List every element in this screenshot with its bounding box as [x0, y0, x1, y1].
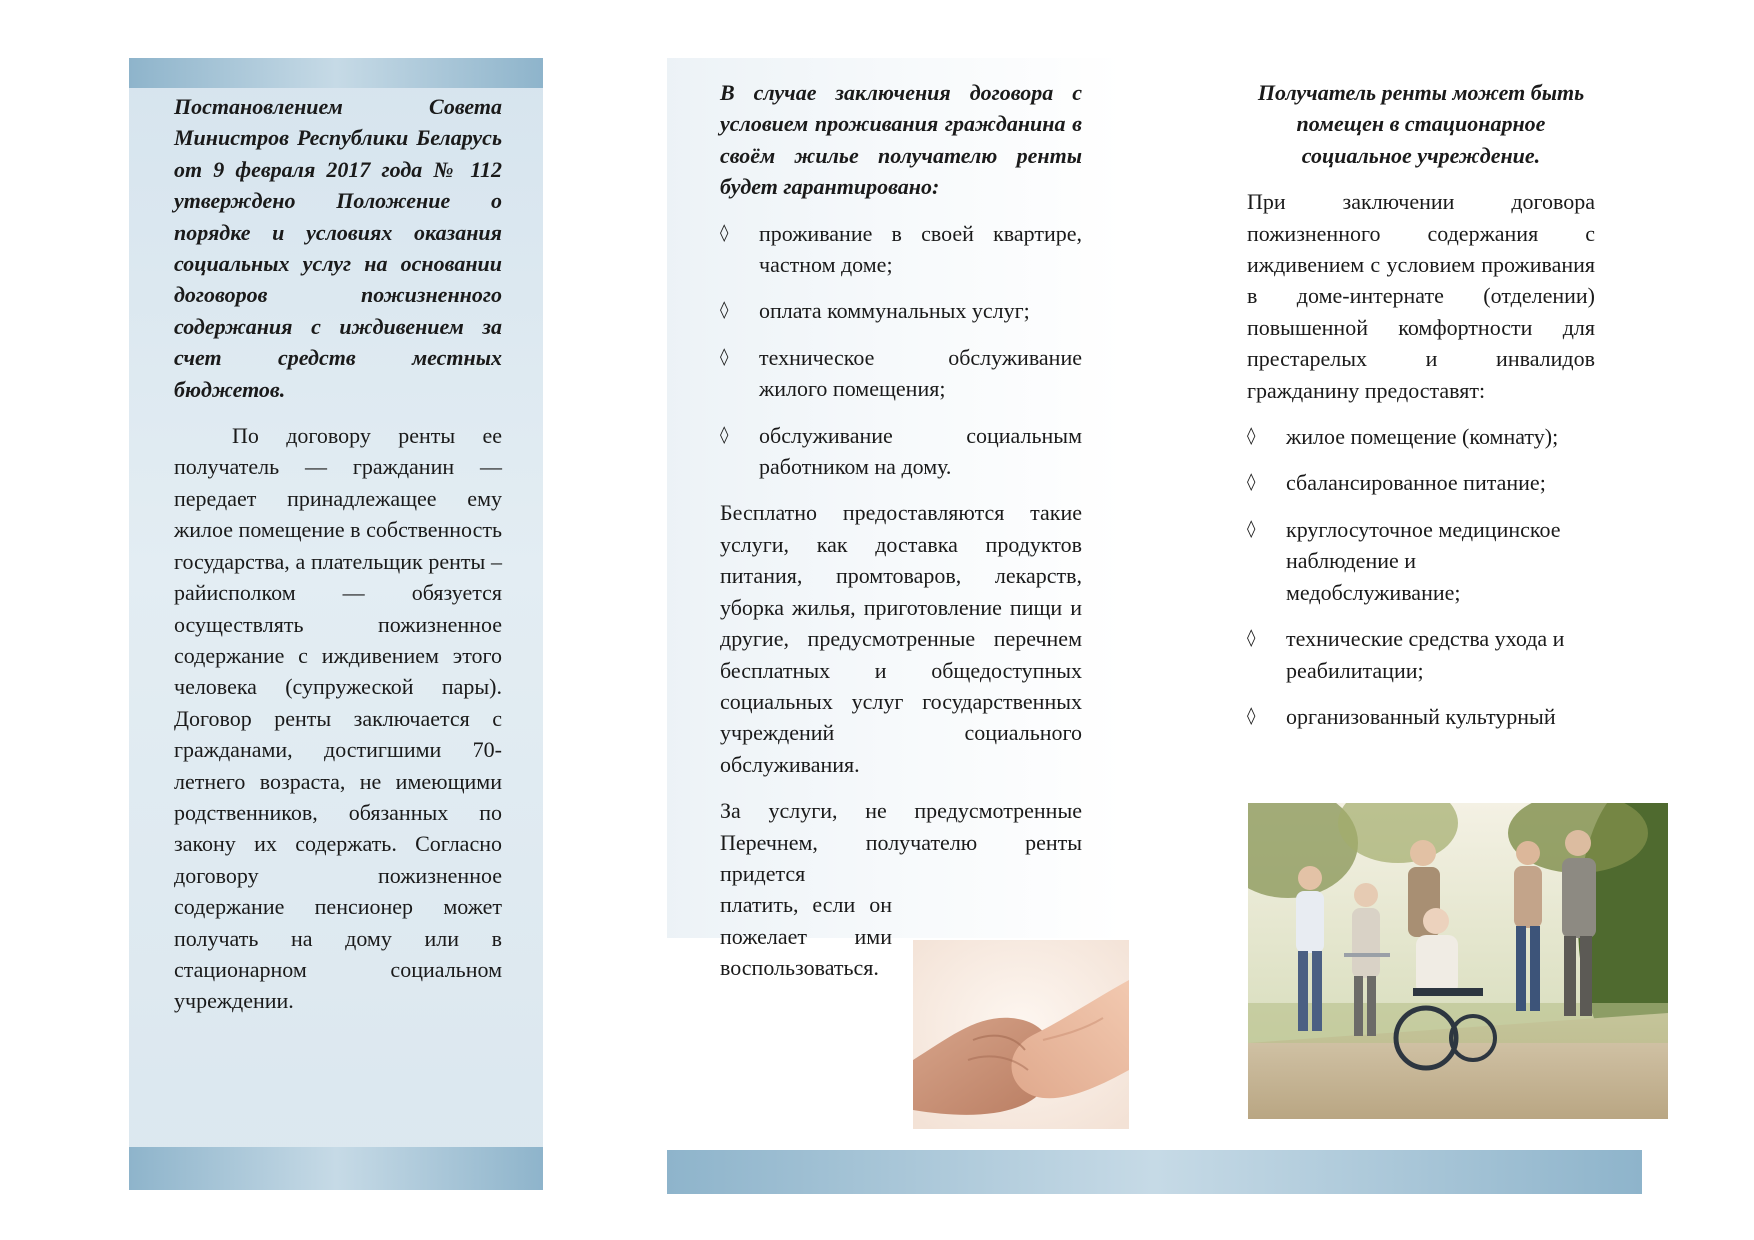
column-middle	[720, 77, 1082, 984]
free-services-paragraph: Бесплатно предоставляются такие услуги, как доставка продуктов питания, промтоваров, лекарств, уборка жилья, приготовление пищи и другие, предусмотренные перечнем бесплатных и общедоступных социальных услуг государственных учреждений социального обслуживания.	[720, 500, 1082, 777]
diamond-bullet-icon: ◊	[1247, 472, 1256, 493]
diamond-bullet-icon: ◊	[720, 424, 729, 445]
list-item: ◊ сбалансированное питание;	[1247, 467, 1595, 498]
paid-services-lead: За услуги, не предусмотренные Перечнем, получателю ренты придется	[720, 798, 1082, 886]
diamond-bullet-icon: ◊	[720, 346, 729, 367]
right-intro: При заключении договора пожизненного содержания с иждивением с условием проживания в доме-интернате (отделении) повышенной комфортности для престарелых и инвалидов гражданину предоставят:	[1247, 189, 1595, 403]
list-item: ◊ технические средства ухода и реабилитации;	[1247, 623, 1595, 686]
column-right	[1247, 77, 1595, 732]
list-item: ◊ проживание в своей квартире, частном доме;	[720, 218, 1082, 281]
left-panel-top-band	[129, 58, 543, 88]
elderly-people-photo	[1248, 803, 1668, 1119]
middle-heading: В случае заключения договора с условием проживания гражданина в своём жилье получателю ренты будет гарантировано:	[720, 80, 1082, 200]
diamond-bullet-icon: ◊	[1247, 705, 1256, 726]
diamond-bullet-icon: ◊	[1247, 628, 1256, 649]
diamond-bullet-icon: ◊	[1247, 518, 1256, 539]
column-left	[174, 91, 502, 1017]
left-panel-bottom-band	[129, 1147, 543, 1190]
hands-photo	[913, 940, 1129, 1129]
diamond-bullet-icon: ◊	[720, 222, 729, 243]
elderly-people-illustration	[1248, 803, 1668, 1119]
diamond-bullet-icon: ◊	[720, 300, 729, 321]
diamond-bullet-icon: ◊	[1247, 426, 1256, 447]
list-item: ◊ жилое помещение (комнату);	[1247, 421, 1595, 452]
list-item: ◊ круглосуточное медицинское наблюдение и медобслуживание;	[1247, 514, 1595, 608]
paid-services-tail: платить, если он пожелает ими воспользоваться.	[720, 892, 892, 981]
right-bottom-band	[667, 1150, 1642, 1194]
left-body: По договору ренты ее получатель — гражданин — передает принадлежащее ему жилое помещение в собственность государства, а плательщик ренты – райисполком — обязуется осуществлять пожизненное содержание с иждивением этого человека (супружеской пары). Договор ренты заключается с гражданами, достигшими 70-летнего возраста, не имеющими родственников, обязанных по закону их содержать. Согласно договору пожизненное содержание пенсионер может получать на дому или в стационарном социальном учреждении.	[174, 423, 502, 1014]
list-item: ◊ техническое обслуживание жилого помещения;	[720, 342, 1082, 405]
right-heading: Получатель ренты может быть помещен в стационарное социальное учреждение.	[1257, 80, 1585, 168]
left-heading: Постановлением Совета Министров Республики Беларусь от 9 февраля 2017 года № 112 утверждено Положение о порядке и условиях оказания социальных услуг на основании договоров пожизненного содержания с иждивением за счет средств местных бюджетов.	[174, 94, 502, 402]
list-item: ◊ организованный культурный	[1247, 701, 1595, 732]
hands-illustration	[913, 940, 1129, 1129]
middle-bullet-list	[720, 218, 1082, 483]
list-item: ◊ оплата коммунальных услуг;	[720, 295, 1082, 326]
list-item: ◊ обслуживание социальным работником на дому.	[720, 420, 1082, 483]
right-bullet-list	[1247, 421, 1595, 732]
